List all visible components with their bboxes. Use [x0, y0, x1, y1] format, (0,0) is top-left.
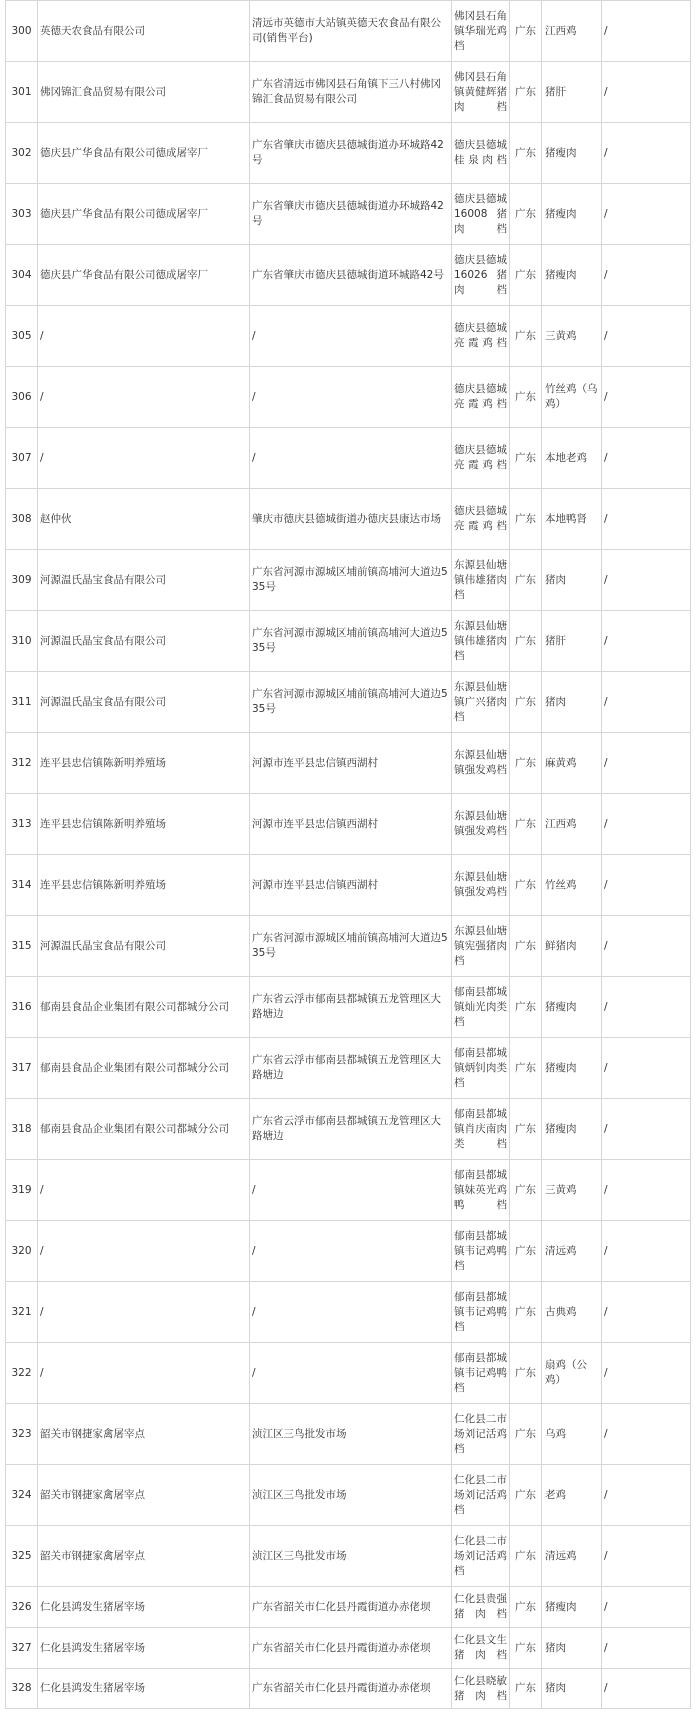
table-row — [6, 306, 691, 367]
company-cell: 河源温氏晶宝食品有限公司 — [38, 916, 250, 977]
row-number: 303 — [6, 184, 38, 245]
address-cell: 河源市连平县忠信镇西湖村 — [250, 855, 452, 916]
address-cell: / — [250, 428, 452, 489]
market-cell: 郁南县都城镇韦记鸡鸭档 — [452, 1221, 510, 1282]
row-number: 318 — [6, 1099, 38, 1160]
note-cell: / — [602, 1099, 691, 1160]
row-number: 319 — [6, 1160, 38, 1221]
address-cell: 浈江区三鸟批发市场 — [250, 1404, 452, 1465]
note-cell: / — [602, 672, 691, 733]
note-cell: / — [602, 1, 691, 62]
row-number: 325 — [6, 1526, 38, 1587]
note-cell: / — [602, 733, 691, 794]
row-number: 301 — [6, 62, 38, 123]
market-cell: 仁化县贵强猪肉档 — [452, 1587, 510, 1628]
province-cell: 广东 — [510, 733, 542, 794]
note-cell: / — [602, 1221, 691, 1282]
address-cell: 广东省韶关市仁化县丹霞街道办赤佬坝 — [250, 1587, 452, 1628]
province-cell: 广东 — [510, 428, 542, 489]
note-cell: / — [602, 1038, 691, 1099]
note-cell: / — [602, 123, 691, 184]
note-cell: / — [602, 1404, 691, 1465]
market-cell: 仁化县文生猪肉档 — [452, 1628, 510, 1669]
row-number: 304 — [6, 245, 38, 306]
note-cell: / — [602, 1160, 691, 1221]
item-cell: 清远鸡 — [542, 1526, 602, 1587]
company-cell: / — [38, 428, 250, 489]
market-cell: 郁南县都城镇炳钊肉类档 — [452, 1038, 510, 1099]
company-cell: 郁南县食品企业集团有限公司都城分公司 — [38, 977, 250, 1038]
note-cell: / — [602, 1669, 691, 1709]
note-cell: / — [602, 611, 691, 672]
company-cell: 郁南县食品企业集团有限公司都城分公司 — [38, 1099, 250, 1160]
table-row — [6, 1282, 691, 1343]
province-cell: 广东 — [510, 306, 542, 367]
address-cell: 广东省云浮市郁南县都城镇五龙管理区大路塘边 — [250, 977, 452, 1038]
market-cell: 德庆县德城亮霞鸡档 — [452, 489, 510, 550]
company-cell: 郁南县食品企业集团有限公司都城分公司 — [38, 1038, 250, 1099]
table-row — [6, 428, 691, 489]
note-cell: / — [602, 428, 691, 489]
province-cell: 广东 — [510, 1038, 542, 1099]
item-cell: 麻黄鸡 — [542, 733, 602, 794]
item-cell: 猪肉 — [542, 1628, 602, 1669]
item-cell: 猪瘦肉 — [542, 184, 602, 245]
province-cell: 广东 — [510, 1221, 542, 1282]
market-cell: 仁化县二市场刘记活鸡档 — [452, 1465, 510, 1526]
company-cell: 德庆县广华食品有限公司德成屠宰厂 — [38, 245, 250, 306]
province-cell: 广东 — [510, 367, 542, 428]
item-cell: 江西鸡 — [542, 1, 602, 62]
item-cell: 猪瘦肉 — [542, 1038, 602, 1099]
market-cell: 东源县仙塘镇宪强猪肉档 — [452, 916, 510, 977]
address-cell: 广东省云浮市郁南县都城镇五龙管理区大路塘边 — [250, 1038, 452, 1099]
province-cell: 广东 — [510, 123, 542, 184]
province-cell: 广东 — [510, 1160, 542, 1221]
province-cell: 广东 — [510, 1404, 542, 1465]
province-cell: 广东 — [510, 1526, 542, 1587]
market-cell: 东源县仙塘镇强发鸡档 — [452, 855, 510, 916]
address-cell: 清远市英德市大站镇英德天农食品有限公司(销售平台) — [250, 1, 452, 62]
table-row — [6, 977, 691, 1038]
item-cell: 猪肝 — [542, 611, 602, 672]
market-cell: 郁南县都城镇妹英光鸡鸭档 — [452, 1160, 510, 1221]
market-cell: 德庆县德城16026猪肉档 — [452, 245, 510, 306]
address-cell: 广东省清远市佛冈县石角镇下三八村佛冈锦汇食品贸易有限公司 — [250, 62, 452, 123]
table-row — [6, 62, 691, 123]
company-cell: 连平县忠信镇陈新明养殖场 — [38, 733, 250, 794]
item-cell: 猪肉 — [542, 672, 602, 733]
market-cell: 仁化县二市场刘记活鸡档 — [452, 1526, 510, 1587]
province-cell: 广东 — [510, 1, 542, 62]
company-cell: / — [38, 1221, 250, 1282]
company-cell: / — [38, 1160, 250, 1221]
item-cell: 猪瘦肉 — [542, 977, 602, 1038]
row-number: 324 — [6, 1465, 38, 1526]
row-number: 305 — [6, 306, 38, 367]
company-cell: 河源温氏晶宝食品有限公司 — [38, 672, 250, 733]
address-cell: / — [250, 1221, 452, 1282]
row-number: 300 — [6, 1, 38, 62]
row-number: 320 — [6, 1221, 38, 1282]
market-cell: 郁南县都城镇韦记鸡鸭档 — [452, 1343, 510, 1404]
note-cell: / — [602, 245, 691, 306]
address-cell: 广东省肇庆市德庆县德城街道办环城路42号 — [250, 184, 452, 245]
table-row — [6, 367, 691, 428]
row-number: 310 — [6, 611, 38, 672]
note-cell: / — [602, 306, 691, 367]
address-cell: / — [250, 1282, 452, 1343]
company-cell: 德庆县广华食品有限公司德成屠宰厂 — [38, 184, 250, 245]
company-cell: 连平县忠信镇陈新明养殖场 — [38, 794, 250, 855]
inspection-table — [5, 0, 691, 1709]
note-cell: / — [602, 1526, 691, 1587]
row-number: 322 — [6, 1343, 38, 1404]
item-cell: 竹丝鸡 — [542, 855, 602, 916]
market-cell: 东源县仙塘镇伟雄猪肉档 — [452, 550, 510, 611]
row-number: 315 — [6, 916, 38, 977]
market-cell: 东源县仙塘镇强发鸡档 — [452, 733, 510, 794]
province-cell: 广东 — [510, 977, 542, 1038]
province-cell: 广东 — [510, 611, 542, 672]
province-cell: 广东 — [510, 184, 542, 245]
note-cell: / — [602, 794, 691, 855]
company-cell: 仁化县鸿发生猪屠宰场 — [38, 1669, 250, 1709]
row-number: 312 — [6, 733, 38, 794]
item-cell: 猪肝 — [542, 62, 602, 123]
table-row — [6, 123, 691, 184]
row-number: 316 — [6, 977, 38, 1038]
table-row — [6, 733, 691, 794]
note-cell: / — [602, 855, 691, 916]
table-row — [6, 1628, 691, 1669]
item-cell: 老鸡 — [542, 1465, 602, 1526]
market-cell: 东源县仙塘镇伟雄猪肉档 — [452, 611, 510, 672]
table-row — [6, 1587, 691, 1628]
item-cell: 清远鸡 — [542, 1221, 602, 1282]
item-cell: 猪瘦肉 — [542, 123, 602, 184]
item-cell: 本地鸭肾 — [542, 489, 602, 550]
province-cell: 广东 — [510, 1282, 542, 1343]
market-cell: 东源县仙塘镇强发鸡档 — [452, 794, 510, 855]
address-cell: / — [250, 367, 452, 428]
row-number: 309 — [6, 550, 38, 611]
table-row — [6, 1099, 691, 1160]
row-number: 326 — [6, 1587, 38, 1628]
row-number: 314 — [6, 855, 38, 916]
item-cell: 猪瘦肉 — [542, 1099, 602, 1160]
address-cell: 广东省河源市源城区埔前镇高埔河大道边535号 — [250, 550, 452, 611]
item-cell: 扇鸡（公鸡） — [542, 1343, 602, 1404]
table-row — [6, 550, 691, 611]
company-cell: 英德天农食品有限公司 — [38, 1, 250, 62]
province-cell: 广东 — [510, 1628, 542, 1669]
market-cell: 佛冈县石角镇华瑞光鸡档 — [452, 1, 510, 62]
market-cell: 仁化县二市场刘记活鸡档 — [452, 1404, 510, 1465]
market-cell: 佛冈县石角镇黄健辉猪肉档 — [452, 62, 510, 123]
company-cell: 赵仲伙 — [38, 489, 250, 550]
item-cell: 江西鸡 — [542, 794, 602, 855]
table-row — [6, 1160, 691, 1221]
item-cell: 猪瘦肉 — [542, 1587, 602, 1628]
item-cell: 本地老鸡 — [542, 428, 602, 489]
table-row — [6, 1, 691, 62]
address-cell: 广东省河源市源城区埔前镇高埔河大道边535号 — [250, 672, 452, 733]
market-cell: 德庆县德城亮霞鸡档 — [452, 367, 510, 428]
company-cell: / — [38, 306, 250, 367]
province-cell: 广东 — [510, 855, 542, 916]
row-number: 308 — [6, 489, 38, 550]
province-cell: 广东 — [510, 489, 542, 550]
note-cell: / — [602, 1282, 691, 1343]
row-number: 302 — [6, 123, 38, 184]
market-cell: 德庆县德城16008猪肉档 — [452, 184, 510, 245]
item-cell: 乌鸡 — [542, 1404, 602, 1465]
table-row — [6, 1404, 691, 1465]
address-cell: 肇庆市德庆县德城街道办德庆县康达市场 — [250, 489, 452, 550]
company-cell: 河源温氏晶宝食品有限公司 — [38, 611, 250, 672]
note-cell: / — [602, 1343, 691, 1404]
address-cell: 广东省河源市源城区埔前镇高埔河大道边535号 — [250, 916, 452, 977]
note-cell: / — [602, 367, 691, 428]
address-cell: / — [250, 1343, 452, 1404]
table-body — [6, 1, 691, 1709]
note-cell: / — [602, 1628, 691, 1669]
note-cell: / — [602, 550, 691, 611]
row-number: 328 — [6, 1669, 38, 1709]
province-cell: 广东 — [510, 1465, 542, 1526]
company-cell: 连平县忠信镇陈新明养殖场 — [38, 855, 250, 916]
note-cell: / — [602, 62, 691, 123]
address-cell: / — [250, 1160, 452, 1221]
note-cell: / — [602, 1587, 691, 1628]
table-row — [6, 1221, 691, 1282]
company-cell: 德庆县广华食品有限公司德成屠宰厂 — [38, 123, 250, 184]
company-cell: / — [38, 1343, 250, 1404]
province-cell: 广东 — [510, 1099, 542, 1160]
item-cell: 古典鸡 — [542, 1282, 602, 1343]
province-cell: 广东 — [510, 62, 542, 123]
province-cell: 广东 — [510, 1343, 542, 1404]
address-cell: 浈江区三鸟批发市场 — [250, 1526, 452, 1587]
table-row — [6, 245, 691, 306]
address-cell: 河源市连平县忠信镇西湖村 — [250, 794, 452, 855]
table-row — [6, 1465, 691, 1526]
company-cell: 河源温氏晶宝食品有限公司 — [38, 550, 250, 611]
company-cell: / — [38, 1282, 250, 1343]
market-cell: 郁南县都城镇韦记鸡鸭档 — [452, 1282, 510, 1343]
address-cell: 广东省肇庆市德庆县德城街道办环城路42号 — [250, 123, 452, 184]
market-cell: 德庆县德城亮霞鸡档 — [452, 306, 510, 367]
province-cell: 广东 — [510, 245, 542, 306]
item-cell: 三黄鸡 — [542, 1160, 602, 1221]
item-cell: 三黄鸡 — [542, 306, 602, 367]
company-cell: 韶关市钢捷家禽屠宰点 — [38, 1526, 250, 1587]
item-cell: 猪肉 — [542, 1669, 602, 1709]
address-cell: 广东省河源市源城区埔前镇高埔河大道边535号 — [250, 611, 452, 672]
table-row — [6, 184, 691, 245]
note-cell: / — [602, 977, 691, 1038]
province-cell: 广东 — [510, 672, 542, 733]
table-row — [6, 489, 691, 550]
table-row — [6, 1669, 691, 1709]
address-cell: / — [250, 306, 452, 367]
item-cell: 猪肉 — [542, 550, 602, 611]
province-cell: 广东 — [510, 550, 542, 611]
market-cell: 郁南县都城镇灿光肉类档 — [452, 977, 510, 1038]
province-cell: 广东 — [510, 1587, 542, 1628]
market-cell: 德庆县德城桂泉肉档 — [452, 123, 510, 184]
row-number: 321 — [6, 1282, 38, 1343]
company-cell: 仁化县鸿发生猪屠宰场 — [38, 1587, 250, 1628]
address-cell: 广东省肇庆市德庆县德城街道环城路42号 — [250, 245, 452, 306]
market-cell: 德庆县德城亮霞鸡档 — [452, 428, 510, 489]
company-cell: / — [38, 367, 250, 428]
table-row — [6, 611, 691, 672]
address-cell: 广东省韶关市仁化县丹霞街道办赤佬坝 — [250, 1628, 452, 1669]
province-cell: 广东 — [510, 1669, 542, 1709]
table-row — [6, 672, 691, 733]
note-cell: / — [602, 916, 691, 977]
row-number: 323 — [6, 1404, 38, 1465]
item-cell: 鲜猪肉 — [542, 916, 602, 977]
company-cell: 仁化县鸿发生猪屠宰场 — [38, 1628, 250, 1669]
row-number: 307 — [6, 428, 38, 489]
note-cell: / — [602, 489, 691, 550]
row-number: 313 — [6, 794, 38, 855]
company-cell: 韶关市钢捷家禽屠宰点 — [38, 1465, 250, 1526]
province-cell: 广东 — [510, 794, 542, 855]
note-cell: / — [602, 184, 691, 245]
table-row — [6, 1343, 691, 1404]
row-number: 306 — [6, 367, 38, 428]
row-number: 311 — [6, 672, 38, 733]
row-number: 327 — [6, 1628, 38, 1669]
item-cell: 竹丝鸡（乌鸡） — [542, 367, 602, 428]
market-cell: 东源县仙塘镇广兴猪肉档 — [452, 672, 510, 733]
table-row — [6, 855, 691, 916]
province-cell: 广东 — [510, 916, 542, 977]
table-row — [6, 1038, 691, 1099]
address-cell: 广东省云浮市郁南县都城镇五龙管理区大路塘边 — [250, 1099, 452, 1160]
item-cell: 猪瘦肉 — [542, 245, 602, 306]
address-cell: 广东省韶关市仁化县丹霞街道办赤佬坝 — [250, 1669, 452, 1709]
table-row — [6, 916, 691, 977]
company-cell: 韶关市钢捷家禽屠宰点 — [38, 1404, 250, 1465]
note-cell: / — [602, 1465, 691, 1526]
market-cell: 仁化县晓敏猪肉档 — [452, 1669, 510, 1709]
market-cell: 郁南县都城镇肖庆南肉类档 — [452, 1099, 510, 1160]
address-cell: 河源市连平县忠信镇西湖村 — [250, 733, 452, 794]
address-cell: 浈江区三鸟批发市场 — [250, 1465, 452, 1526]
company-cell: 佛冈锦汇食品贸易有限公司 — [38, 62, 250, 123]
table-row — [6, 794, 691, 855]
table-row — [6, 1526, 691, 1587]
row-number: 317 — [6, 1038, 38, 1099]
